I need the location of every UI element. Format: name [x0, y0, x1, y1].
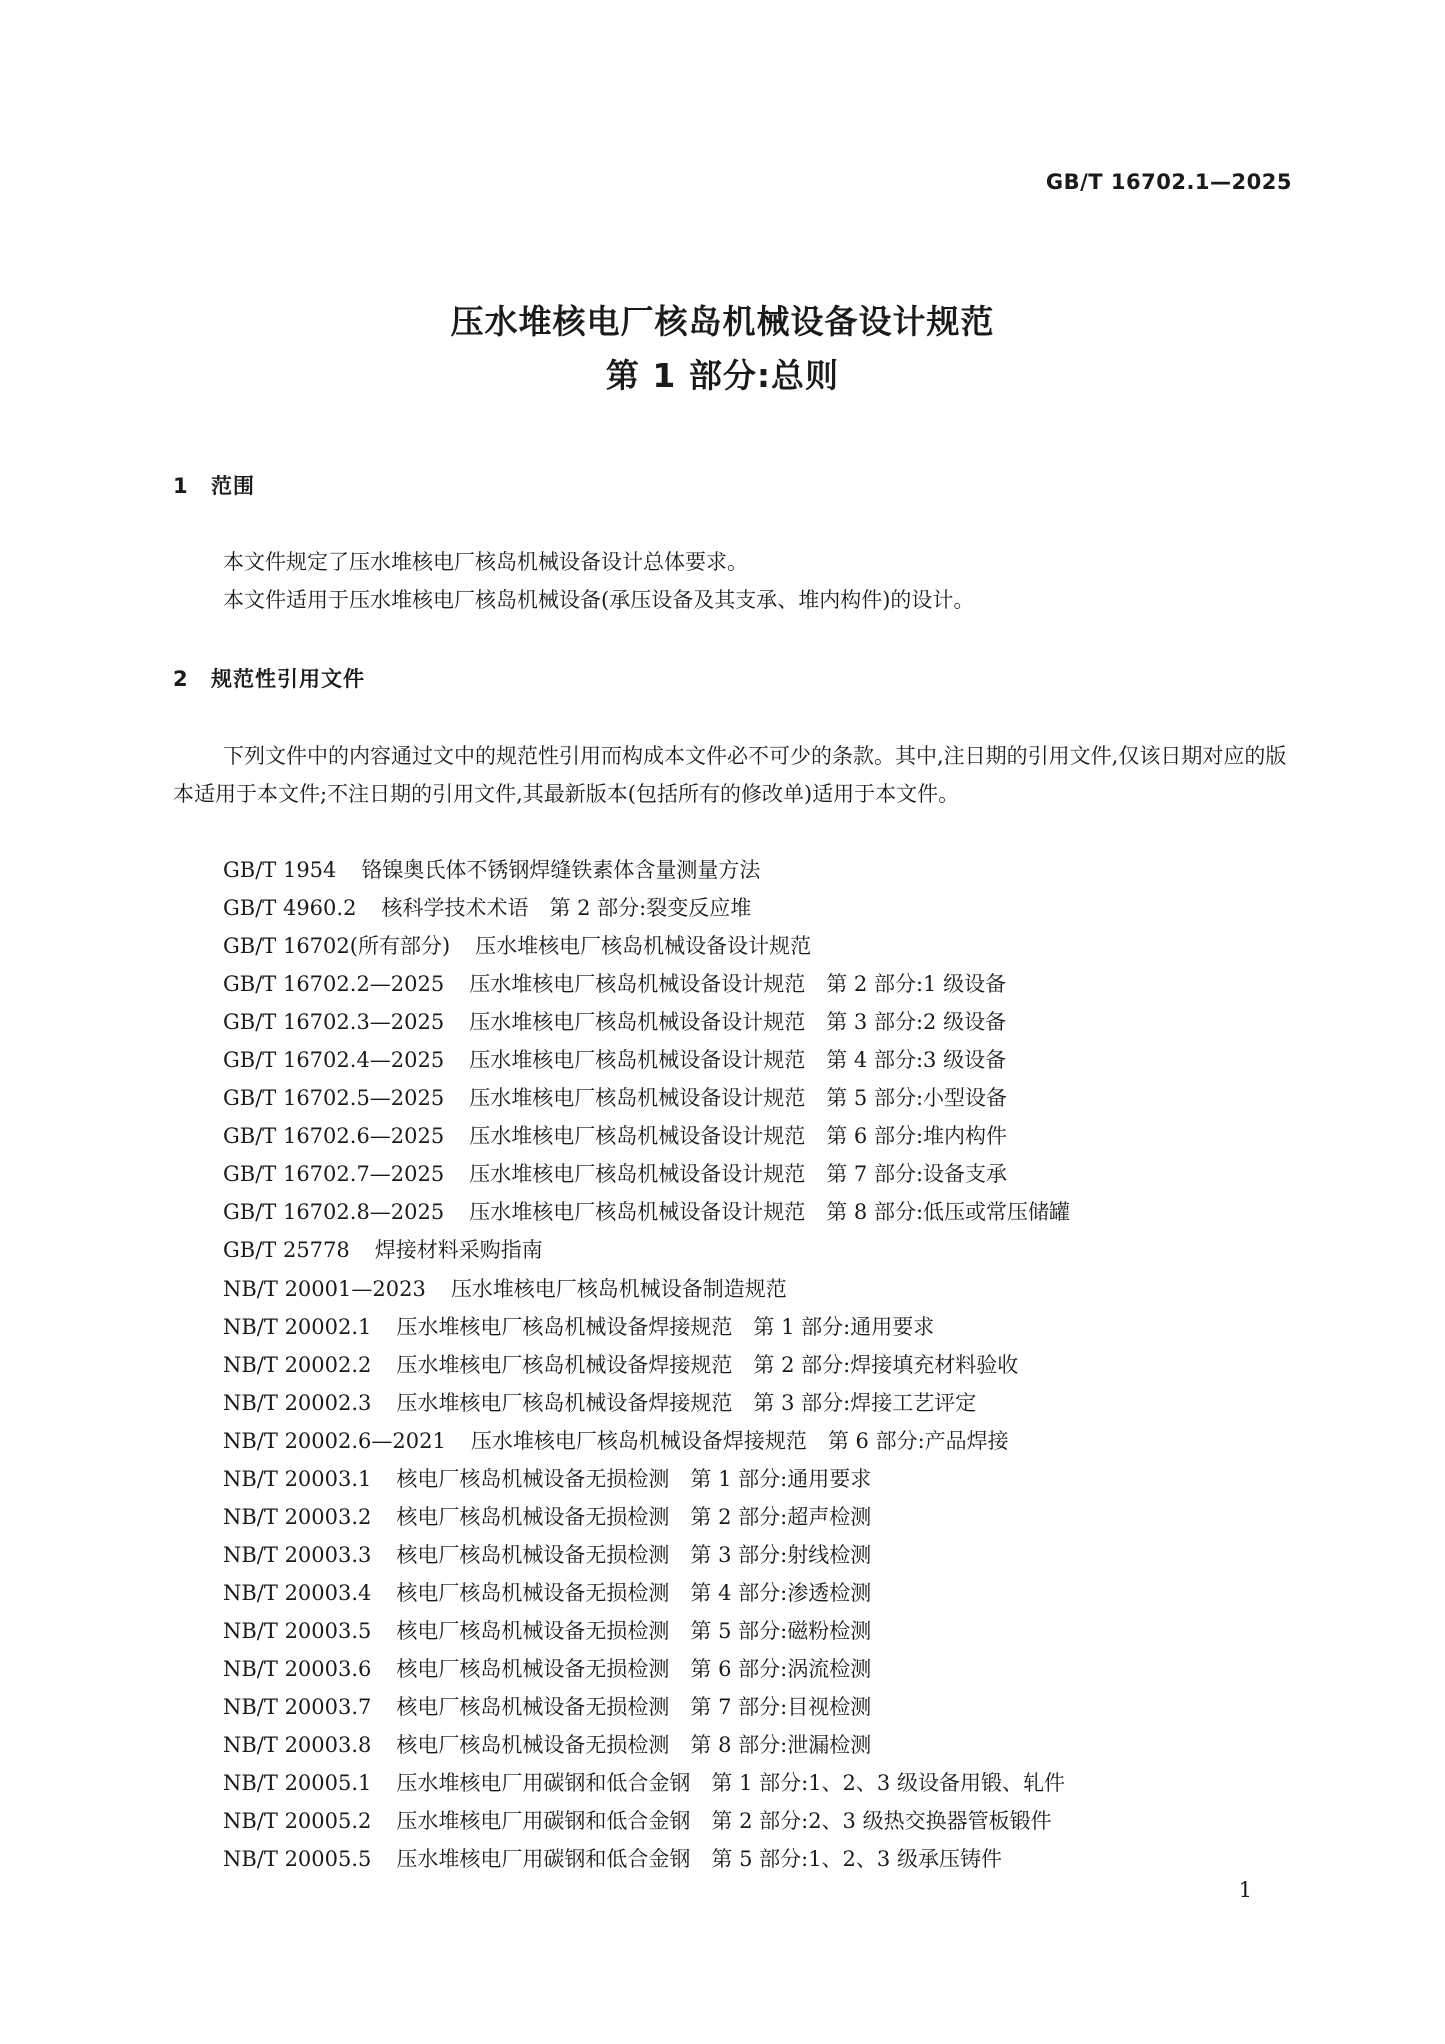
reference-title: 压水堆核电厂核岛机械设备设计规范 第 6 部分:堆内构件 — [469, 1124, 1008, 1149]
reference-title: 压水堆核电厂核岛机械设备设计规范 第 2 部分:1 级设备 — [469, 972, 1007, 997]
standard-code: GB/T 16702.1—2025 — [1045, 170, 1292, 194]
reference-title: 压水堆核电厂用碳钢和低合金钢 第 2 部分:2、3 级热交换器管板锻件 — [396, 1809, 1052, 1834]
reference-item — [223, 1003, 1070, 1041]
reference-item — [223, 1346, 1070, 1384]
reference-code: GB/T 1954 — [223, 858, 337, 882]
reference-code: NB/T 20005.5 — [223, 1847, 372, 1872]
reference-item — [223, 1041, 1070, 1079]
reference-item — [223, 1117, 1070, 1155]
reference-title: 压水堆核电厂核岛机械设备焊接规范 第 3 部分:焊接工艺评定 — [396, 1390, 977, 1415]
reference-code: GB/T 16702.8—2025 — [223, 1200, 445, 1225]
reference-title: 压水堆核电厂核岛机械设备焊接规范 第 2 部分:焊接填充材料验收 — [396, 1352, 1019, 1377]
section-number: 1 — [173, 474, 189, 498]
reference-item — [223, 1764, 1070, 1802]
reference-title: 压水堆核电厂核岛机械设备设计规范 第 4 部分:3 级设备 — [469, 1048, 1007, 1073]
scope-paragraph-2 — [173, 581, 1293, 619]
reference-item — [223, 1422, 1070, 1460]
reference-title: 压水堆核电厂核岛机械设备设计规范 第 7 部分:设备支承 — [469, 1162, 1008, 1187]
reference-code: GB/T 16702.2—2025 — [223, 972, 445, 997]
reference-code: NB/T 20003.1 — [223, 1466, 372, 1491]
reference-item — [223, 1384, 1070, 1422]
reference-item — [223, 851, 1070, 889]
reference-title: 铬镍奥氏体不锈钢焊缝铁素体含量测量方法 — [361, 858, 761, 882]
reference-title: 压水堆核电厂核岛机械设备制造规范 — [450, 1276, 787, 1301]
reference-item — [223, 927, 1070, 965]
reference-code: NB/T 20003.4 — [223, 1580, 372, 1605]
reference-title: 核电厂核岛机械设备无损检测 第 4 部分:渗透检测 — [396, 1580, 872, 1605]
reference-title: 核电厂核岛机械设备无损检测 第 3 部分:射线检测 — [396, 1542, 872, 1567]
reference-title: 核科学技术术语 第 2 部分:裂变反应堆 — [381, 896, 752, 921]
reference-code: GB/T 16702.5—2025 — [223, 1086, 445, 1111]
reference-code: NB/T 20003.8 — [223, 1733, 372, 1758]
section-number: 2 — [173, 667, 189, 691]
reference-code: NB/T 20005.1 — [223, 1771, 372, 1796]
scope-paragraph-1 — [173, 543, 1293, 581]
reference-title: 压水堆核电厂核岛机械设备设计规范 第 5 部分:小型设备 — [469, 1086, 1008, 1111]
reference-item — [223, 1460, 1070, 1498]
reference-code: NB/T 20003.7 — [223, 1695, 372, 1720]
reference-title: 核电厂核岛机械设备无损检测 第 6 部分:涡流检测 — [396, 1656, 872, 1681]
reference-title: 压水堆核电厂核岛机械设备焊接规范 第 6 部分:产品焊接 — [470, 1428, 1009, 1453]
paragraph-text: 本文件适用于压水堆核电厂核岛机械设备(承压设备及其支承、堆内构件)的设计。 — [223, 588, 975, 612]
reference-code: NB/T 20001—2023 — [223, 1276, 426, 1301]
reference-item — [223, 1308, 1070, 1346]
reference-item — [223, 1726, 1070, 1764]
page-number: 1 — [1238, 1878, 1252, 1902]
document-subtitle: 第 1 部分:总则 — [605, 356, 840, 395]
section-title: 范围 — [211, 474, 255, 498]
reference-item — [223, 1270, 1070, 1308]
reference-item — [223, 1193, 1070, 1231]
reference-code: GB/T 16702(所有部分) — [223, 934, 451, 959]
reference-code: GB/T 16702.4—2025 — [223, 1048, 445, 1073]
reference-title: 核电厂核岛机械设备无损检测 第 5 部分:磁粉检测 — [396, 1618, 872, 1643]
reference-item — [223, 1079, 1070, 1117]
reference-code: GB/T 16702.3—2025 — [223, 1010, 445, 1035]
reference-item — [223, 1536, 1070, 1574]
reference-title: 核电厂核岛机械设备无损检测 第 8 部分:泄漏检测 — [396, 1733, 872, 1758]
reference-item — [223, 889, 1070, 927]
section-heading-scope — [173, 470, 255, 500]
reference-title: 压水堆核电厂用碳钢和低合金钢 第 5 部分:1、2、3 级承压铸件 — [396, 1847, 1002, 1872]
reference-code: GB/T 25778 — [223, 1238, 350, 1263]
reference-code: NB/T 20005.2 — [223, 1809, 372, 1834]
reference-item — [223, 1155, 1070, 1193]
reference-list — [223, 851, 1070, 1878]
reference-item — [223, 1612, 1070, 1650]
reference-code: GB/T 4960.2 — [223, 896, 357, 921]
reference-title: 压水堆核电厂核岛机械设备设计规范 — [475, 934, 812, 959]
reference-item — [223, 1650, 1070, 1688]
reference-title: 压水堆核电厂核岛机械设备焊接规范 第 1 部分:通用要求 — [396, 1314, 935, 1339]
reference-title: 核电厂核岛机械设备无损检测 第 1 部分:通用要求 — [396, 1466, 872, 1491]
reference-code: NB/T 20002.6—2021 — [223, 1428, 446, 1453]
reference-item — [223, 965, 1070, 1003]
reference-item — [223, 1574, 1070, 1612]
reference-title: 核电厂核岛机械设备无损检测 第 2 部分:超声检测 — [396, 1504, 872, 1529]
reference-title: 压水堆核电厂用碳钢和低合金钢 第 1 部分:1、2、3 级设备用锻、轧件 — [396, 1771, 1065, 1796]
reference-code: NB/T 20003.5 — [223, 1618, 372, 1643]
reference-title: 压水堆核电厂核岛机械设备设计规范 第 3 部分:2 级设备 — [469, 1010, 1007, 1035]
references-intro-paragraph — [173, 737, 1293, 813]
reference-item — [223, 1688, 1070, 1726]
reference-code: NB/T 20003.2 — [223, 1504, 372, 1529]
reference-title: 核电厂核岛机械设备无损检测 第 7 部分:目视检测 — [396, 1695, 872, 1720]
reference-code: GB/T 16702.6—2025 — [223, 1124, 445, 1149]
reference-code: NB/T 20002.1 — [223, 1314, 372, 1339]
reference-code: NB/T 20002.2 — [223, 1352, 372, 1377]
reference-item — [223, 1840, 1070, 1878]
paragraph-text: 下列文件中的内容通过文中的规范性引用而构成本文件必不可少的条款。其中,注日期的引用文件,仅该日期对应的版本适用于本文件;不注日期的引用文件,其最新版本(包括所有的修改单)适用于本文件。 — [173, 744, 1287, 806]
reference-title: 压水堆核电厂核岛机械设备设计规范 第 8 部分:低压或常压储罐 — [469, 1200, 1071, 1225]
document-title: 压水堆核电厂核岛机械设备设计规范 — [450, 302, 995, 341]
reference-code: NB/T 20003.3 — [223, 1542, 372, 1567]
reference-item — [223, 1802, 1070, 1840]
paragraph-text: 本文件规定了压水堆核电厂核岛机械设备设计总体要求。 — [223, 550, 748, 574]
reference-code: NB/T 20003.6 — [223, 1656, 372, 1681]
reference-item — [223, 1498, 1070, 1536]
reference-item — [223, 1231, 1070, 1269]
section-heading-normative-references — [173, 663, 365, 693]
section-title: 规范性引用文件 — [211, 667, 365, 691]
reference-code: GB/T 16702.7—2025 — [223, 1162, 445, 1187]
reference-title: 焊接材料采购指南 — [374, 1238, 543, 1263]
reference-code: NB/T 20002.3 — [223, 1390, 372, 1415]
